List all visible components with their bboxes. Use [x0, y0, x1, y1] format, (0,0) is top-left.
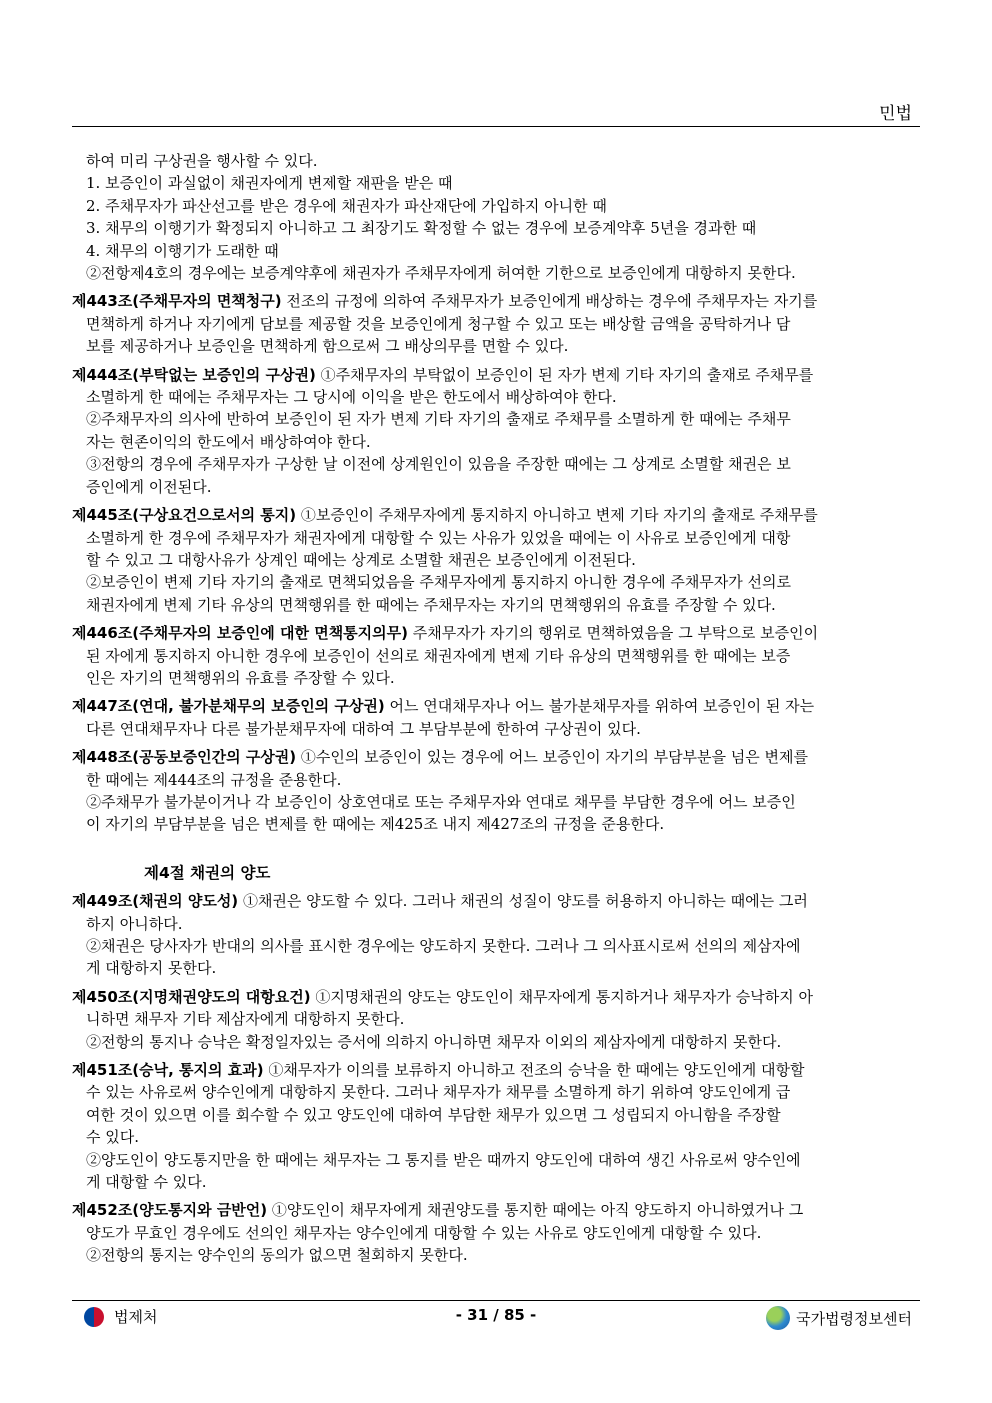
article-line: ③전항의 경우에 주채무자가 구상한 날 이전에 상계원인이 있음을 주장한 때에는 그 상계로 소멸할 채권은 보	[86, 455, 791, 474]
article-heading: 제451조(승낙, 통지의 효과)	[72, 1061, 264, 1080]
article-text: 주채무자가 자기의 행위로 면책하였음을 그 부탁으로 보증인이	[408, 624, 819, 643]
article	[72, 746, 920, 836]
article-heading: 제448조(공동보증인간의 구상권)	[72, 748, 297, 767]
header-title: 민법	[879, 104, 912, 124]
article	[72, 622, 920, 689]
article-text: 전조의 규정에 의하여 주채무자가 보증인에게 배상하는 경우에 주채무자는 자기를	[281, 292, 818, 311]
article-line: 면책하게 하거나 자기에게 담보를 제공할 것을 보증인에게 청구할 수 있고 또는 배상할 금액을 공탁하거나 담	[86, 314, 791, 333]
article-text: ①지명채권의 양도는 양도인이 채무자에게 통지하거나 채무자가 승낙하지 아	[310, 987, 813, 1006]
article-line: 소멸하게 한 때에는 주채무자는 그 당시에 이익을 받은 한도에서 배상하여야 한다.	[86, 388, 617, 407]
article	[72, 1199, 920, 1266]
article-line: 여한 것이 있으면 이를 회수할 수 있고 양도인에 대하여 부담한 채무가 있으면 그 성립되지 아니함을 주장할	[86, 1105, 781, 1124]
article-text: ①양도인이 채무자에게 채권양도를 통지한 때에는 아직 양도하지 아니하였거나 그	[267, 1201, 804, 1220]
article-text: ①채무자가 이의를 보류하지 아니하고 전조의 승낙을 한 때에는 양도인에게 대항할	[263, 1061, 805, 1080]
article-text: ①채권은 양도할 수 있다. 그러나 채권의 성질이 양도를 허용하지 아니하는 때에는 그러	[238, 892, 808, 911]
intro-line: 4. 채무의 이행기가 도래한 때	[86, 241, 279, 260]
footer-right	[766, 1306, 912, 1330]
article	[72, 290, 920, 357]
intro-line: 2. 주채무자가 파산선고를 받은 경우에 채권자가 파산재단에 가입하지 아니한 때	[86, 196, 607, 215]
article-line: 게 대항할 수 있다.	[86, 1173, 207, 1192]
article-heading: 제446조(주채무자의 보증인에 대한 면책통지의무)	[72, 624, 409, 643]
article-line: 소멸하게 한 경우에 주채무자가 채권자에게 대항할 수 있는 사유가 있었을 때에는 이 사유로 보증인에게 대항	[86, 528, 791, 547]
article-text: ①수인의 보증인이 있는 경우에 어느 보증인이 자기의 부담부분을 넘은 변제를	[296, 748, 809, 767]
article-line: ②보증인이 변제 기타 자기의 출재로 면책되었음을 주채무자에게 통지하지 아니한 경우에 주채무자가 선의로	[86, 573, 792, 592]
article-heading: 제443조(주채무자의 면책청구)	[72, 292, 282, 311]
article-line: 증인에게 이전된다.	[86, 477, 212, 496]
article-text: 어느 연대채무자나 어느 불가분채무자를 위하여 보증인이 된 자는	[384, 697, 815, 716]
article-first-line	[72, 986, 920, 1008]
article-line: 양도가 무효인 경우에도 선의인 채무자는 양수인에게 대항할 수 있는 사유로 양도인에게 대항할 수 있다.	[86, 1223, 762, 1242]
article-line: ②채권은 당사자가 반대의 의사를 표시한 경우에는 양도하지 못한다. 그러나 그 의사표시로써 선의의 제삼자에	[86, 937, 801, 955]
article-first-line	[72, 364, 920, 386]
document-body	[72, 150, 920, 1267]
intro-line: 3. 채무의 이행기가 확정되지 아니하고 그 최장기도 확정할 수 없는 경우에 보증계약후 5년을 경과한 때	[86, 219, 757, 238]
article-line: 이 자기의 부담부분을 넘은 변제를 한 때에는 제425조 내지 제427조의 규정을 준용한다.	[86, 815, 665, 834]
article-line: ②양도인이 양도통지만을 한 때에는 채무자는 그 통지를 받은 때까지 양도인에 대하여 생긴 사유로써 양수인에	[86, 1150, 801, 1169]
footer-divider	[72, 1300, 920, 1301]
article-first-line	[72, 290, 920, 312]
article-line: 한 때에는 제444조의 규정을 준용한다.	[86, 770, 342, 789]
articles-block-a	[72, 290, 920, 835]
article-line: 니하면 채무자 기타 제삼자에게 대항하지 못한다.	[86, 1010, 405, 1029]
page-number: - 31 / 85 -	[455, 1306, 537, 1324]
article-line: 할 수 있고 그 대항사유가 상계인 때에는 상계로 소멸할 채권은 보증인에게 이전된다.	[86, 550, 636, 569]
article	[72, 986, 920, 1053]
article-heading: 제449조(채권의 양도성)	[72, 892, 239, 911]
article-line: 인은 자기의 면책행위의 유효를 주장할 수 있다.	[86, 668, 395, 687]
article-line: ②주채무가 불가분이거나 각 보증인이 상호연대로 또는 주채무자와 연대로 채무를 부담한 경우에 어느 보증인	[86, 792, 796, 811]
article-heading: 제445조(구상요건으로서의 통지)	[72, 506, 297, 525]
article	[72, 1059, 920, 1193]
articles-block-b	[72, 890, 920, 1267]
article-text: ①보증인이 주채무자에게 통지하지 아니하고 변제 기타 자기의 출재로 주채무를	[296, 506, 818, 525]
footer-right-label: 국가법령정보센터	[796, 1309, 912, 1328]
article-line: ②전항의 통지는 양수인의 동의가 없으면 철회하지 못한다.	[86, 1246, 468, 1265]
article-line: 다른 연대채무자나 다른 불가분채무자에 대하여 그 부담부분에 한하여 구상권이 있다.	[86, 719, 641, 738]
intro-line: 하여 미리 구상권을 행사할 수 있다.	[86, 152, 318, 170]
article-first-line	[72, 1199, 920, 1221]
article-first-line	[72, 890, 920, 912]
article	[72, 364, 920, 498]
article-heading: 제452조(양도통지와 금반언)	[72, 1201, 268, 1220]
footer-left-label: 법제처	[114, 1308, 158, 1326]
article-line: 수 있다.	[86, 1128, 140, 1147]
article-heading: 제450조(지명채권양도의 대항요건)	[72, 987, 311, 1006]
article-line: 채권자에게 변제 기타 유상의 면책행위를 한 때에는 주채무자는 자기의 면책행위의 유효를 주장할 수 있다.	[86, 595, 776, 614]
intro-line: ②전항제4호의 경우에는 보증계약후에 채권자가 주채무자에게 허여한 기한으로 보증인에게 대항하지 못한다.	[86, 264, 796, 283]
article-line: 게 대항하지 못한다.	[86, 959, 217, 978]
article-line: ②주채무자의 의사에 반하여 보증인이 된 자가 변제 기타 자기의 출재로 주채무를 소멸하게 한 때에는 주채무	[86, 410, 791, 429]
article-text: ①주채무자의 부탁없이 보증인이 된 자가 변제 기타 자기의 출재로 주채무를	[315, 365, 814, 384]
article-first-line	[72, 746, 920, 768]
article-line: 자는 현존이익의 한도에서 배상하여야 한다.	[86, 432, 371, 451]
header-divider	[72, 126, 920, 127]
article-first-line	[72, 695, 920, 717]
intro-line: 1. 보증인이 과실없이 채권자에게 변제할 재판을 받은 때	[86, 174, 453, 193]
globe-logo-icon	[766, 1306, 790, 1330]
article-line: 수 있는 사유로써 양수인에게 대항하지 못한다. 그러나 채무자가 채무를 소멸하게 하기 위하여 양도인에게 급	[86, 1083, 791, 1102]
article-first-line	[72, 622, 920, 644]
article-line: 하지 아니하다.	[86, 914, 183, 933]
article-line: 된 자에게 통지하지 아니한 경우에 보증인이 선의로 채권자에게 변제 기타 유상의 면책행위를 한 때에는 보증	[86, 646, 791, 665]
section-heading: 제4절 채권의 양도	[144, 863, 271, 882]
article-line: ②전항의 통지나 승낙은 확정일자있는 증서에 의하지 아니하면 채무자 이외의 제삼자에게 대항하지 못한다.	[86, 1032, 782, 1051]
article	[72, 695, 920, 740]
article-heading: 제444조(부탁없는 보증인의 구상권)	[72, 365, 316, 384]
article-first-line	[72, 1059, 920, 1081]
article	[72, 890, 920, 980]
article	[72, 504, 920, 616]
article-first-line	[72, 504, 920, 526]
article-line: 보를 제공하거나 보증인을 면책하게 함으로써 그 배상의무를 면할 수 있다.	[86, 337, 569, 356]
intro-block	[72, 150, 920, 284]
article-heading: 제447조(연대, 불가분채무의 보증인의 구상권)	[72, 697, 385, 716]
footer	[72, 1306, 920, 1330]
